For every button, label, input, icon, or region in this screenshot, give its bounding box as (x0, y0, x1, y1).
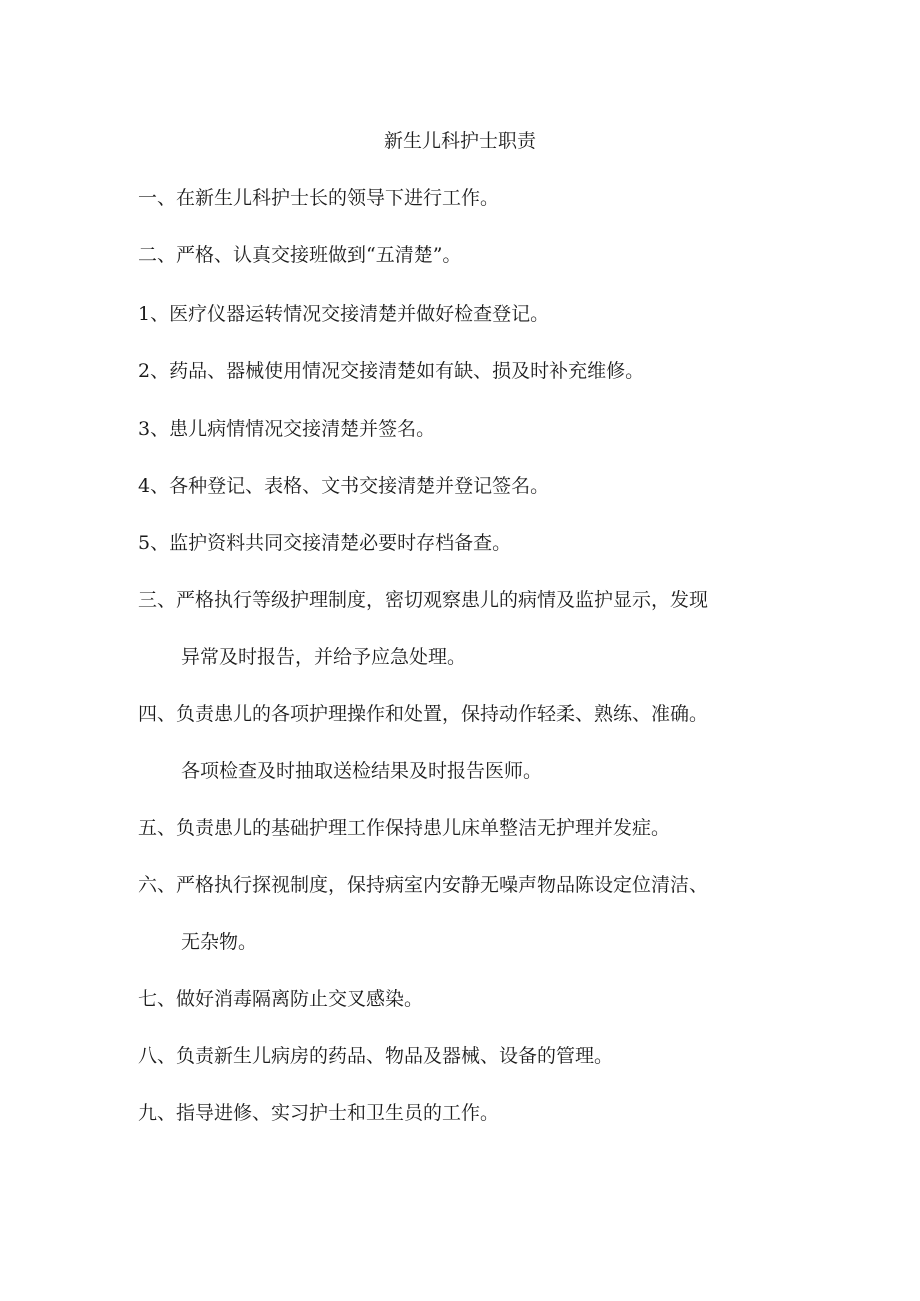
duty-subitem-1: 1、医疗仪器运转情况交接清楚并做好检查登记。 (138, 303, 550, 325)
duty-item-3: 三、严格执行等级护理制度，密切观察患儿的病情及监护显示，发现 (138, 589, 709, 611)
duty-item-6-continued: 无杂物。 (181, 931, 258, 953)
duty-item-8: 八、负责新生儿病房的药品、物品及器械、设备的管理。 (138, 1045, 614, 1067)
duty-item-2: 二、严格、认真交接班做到“五清楚”。 (138, 244, 462, 266)
duty-item-4-continued: 各项检查及时抽取送检结果及时报告医师。 (181, 760, 543, 782)
duty-subitem-4: 4、各种登记、表格、文书交接清楚并登记签名。 (138, 475, 550, 497)
duty-subitem-5: 5、监护资料共同交接清楚必要时存档备查。 (138, 532, 512, 554)
duty-item-1: 一、在新生儿科护士长的领导下进行工作。 (138, 187, 500, 209)
document-title: 新生儿科护士职责 (383, 130, 536, 152)
duty-item-5: 五、负责患儿的基础护理工作保持患儿床单整洁无护理并发症。 (138, 817, 671, 839)
duty-item-6: 六、严格执行探视制度，保持病室内安静无噪声物品陈设定位清洁、 (138, 874, 709, 896)
duty-item-4: 四、负责患儿的各项护理操作和处置，保持动作轻柔、熟练、准确。 (138, 703, 709, 725)
duty-item-9: 九、指导进修、实习护士和卫生员的工作。 (138, 1102, 500, 1124)
duty-subitem-3: 3、患儿病情情况交接清楚并签名。 (138, 418, 436, 440)
duty-item-7: 七、做好消毒隔离防止交叉感染。 (138, 988, 424, 1010)
duty-item-3-continued: 异常及时报告，并给予应急处理。 (181, 646, 467, 668)
duty-subitem-2: 2、药品、器械使用情况交接清楚如有缺、损及时补充维修。 (138, 360, 645, 382)
